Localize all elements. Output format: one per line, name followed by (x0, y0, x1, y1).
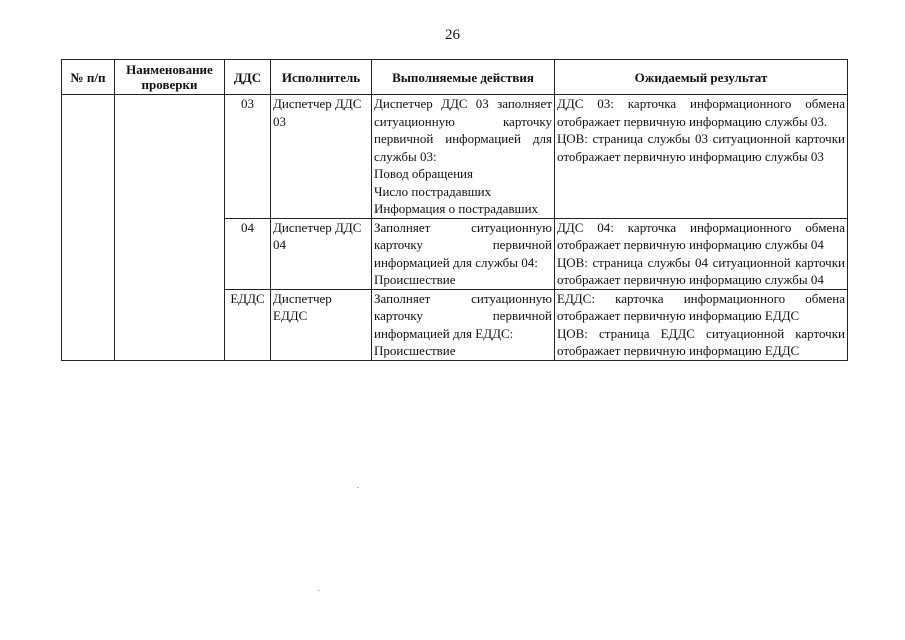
cell-expected-result (555, 218, 848, 289)
cell-performer: Диспетчер ДДС 03 (271, 95, 372, 219)
table-header-row (62, 60, 848, 95)
result-text: ЦОВ: страница службы 04 ситуационной карточки отображает первичную информацию службы 04 (557, 254, 845, 287)
scan-speck (318, 590, 320, 591)
test-table (61, 59, 848, 361)
col-header-expected-result: Ожидаемый результат (555, 60, 848, 95)
result-text: ЦОВ: страница службы 03 ситуационной карточки отображает первичную информацию службы 03 (557, 131, 845, 164)
col-header-dds: ДДС (225, 60, 271, 95)
cell-expected-result (555, 289, 848, 360)
col-header-performer: Исполнитель (271, 60, 372, 95)
result-text: ЦОВ: страница ЕДДС ситуационной карточки отображает первичную информацию ЕДДС (557, 325, 845, 358)
cell-dds: 03 (225, 95, 271, 219)
table-row (62, 95, 848, 219)
col-header-number: № п/п (62, 60, 115, 95)
cell-performer: Диспетчер ЕДДС (271, 289, 372, 360)
actions-item: Происшествие (374, 343, 456, 358)
result-text: ДДС 03: карточка информационного обмена отображает первичную информацию службы 03. (557, 96, 845, 129)
actions-text: Заполняет ситуационную карточку первичной информацией для службы 04: (374, 219, 552, 270)
table-row (62, 289, 848, 360)
actions-item: Число пострадавших (374, 183, 492, 199)
col-header-check-name: Наименование проверки (115, 60, 225, 95)
cell-actions (372, 289, 555, 360)
actions-text: Заполняет ситуационную карточку первичной информацией для ЕДДС: (374, 290, 552, 341)
page-number: 26 (445, 27, 460, 43)
cell-check-name (115, 95, 225, 219)
cell-number (62, 218, 115, 289)
actions-text: Диспетчер ДДС 03 заполняет ситуационную карточку первичной информацией для службы 03: (374, 96, 552, 164)
cell-check-name (115, 289, 225, 360)
cell-expected-result (555, 95, 848, 219)
cell-dds: ЕДДС (225, 289, 271, 360)
cell-check-name (115, 218, 225, 289)
result-text: ЕДДС: карточка информационного обмена отображает первичную информацию ЕДДС (557, 290, 845, 323)
actions-item: Повод обращения (374, 166, 473, 181)
cell-number (62, 289, 115, 360)
cell-actions (372, 95, 555, 219)
table-row (62, 218, 848, 289)
result-text: ДДС 04: карточка информационного обмена отображает первичную информацию службы 04 (557, 219, 845, 252)
cell-performer: Диспетчер ДДС 04 (271, 218, 372, 289)
actions-item: Информация о пострадавших (374, 201, 539, 216)
cell-actions (372, 218, 555, 289)
scan-speck (357, 487, 359, 488)
col-header-actions: Выполняемые действия (372, 60, 555, 95)
cell-dds: 04 (225, 218, 271, 289)
cell-number (62, 95, 115, 219)
actions-item: Происшествие (374, 272, 456, 287)
